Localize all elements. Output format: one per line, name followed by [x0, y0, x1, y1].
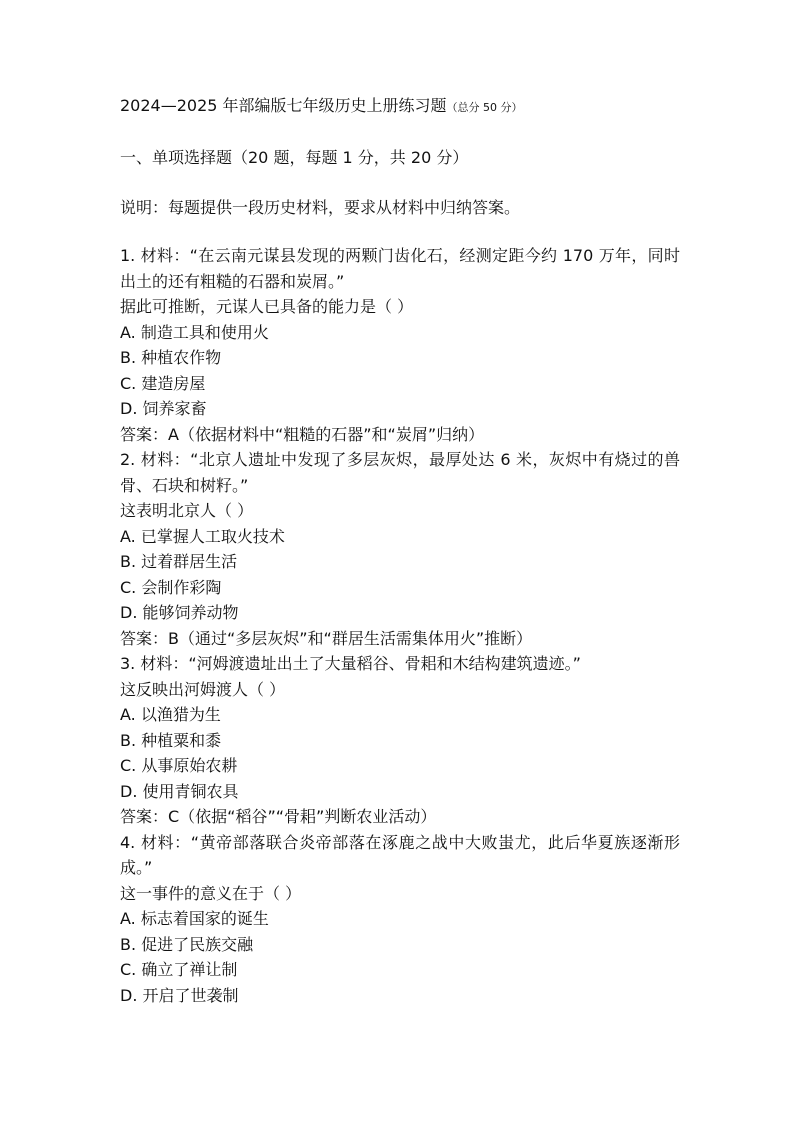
option-c: C. 建造房屋: [120, 373, 206, 393]
answer-text: 答案：A（依据材料中“粗糙的石器”和“炭屑”归纳）: [120, 424, 485, 444]
option-b: B. 种植粟和黍: [120, 730, 222, 750]
option-a: A. 已掌握人工取火技术: [120, 526, 285, 546]
option-b: B. 种植农作物: [120, 348, 222, 367]
title-text: 2024—2025 年部编版七年级历史上册练习题: [120, 96, 447, 115]
option-a: A. 标志着国家的诞生: [120, 909, 269, 928]
title-note: （总分 50 分）: [446, 101, 523, 114]
question-prompt: 据此可推断，元谋人已具备的能力是（ ）: [120, 297, 414, 316]
option-d: D. 开启了世袭制: [120, 985, 239, 1005]
question-material: 2. 材料：“北京人遗址中发现了多层灰烬，最厚处达 6 米，灰烬中有烧过的兽骨、石块和树籽。”: [120, 450, 680, 495]
question-prompt: 这表明北京人（ ）: [120, 501, 254, 520]
question-3: [120, 651, 680, 830]
option-c: C. 确立了禅让制: [120, 960, 238, 979]
instruction-text: 说明：每题提供一段历史材料，要求从材料中归纳答案。: [120, 198, 521, 217]
answer-text: 答案：B（通过“多层灰烬”和“群居生活需集体用火”推断）: [120, 628, 533, 648]
question-material: 1. 材料：“在云南元谋县发现的两颗门齿化石，经测定距今约 170 万年，同时出土的还有粗糙的石器和炭屑。”: [120, 246, 680, 291]
option-c: C. 会制作彩陶: [120, 577, 222, 597]
option-b: B. 促进了民族交融: [120, 934, 254, 954]
question-prompt: 这一事件的意义在于（ ）: [120, 883, 302, 903]
document-title: [120, 95, 680, 119]
question-material: 3. 材料：“河姆渡遗址出土了大量稻谷、骨耜和木结构建筑遗迹。”: [120, 654, 581, 673]
question-1: [120, 243, 680, 447]
option-c: C. 从事原始农耕: [120, 756, 238, 775]
option-b: B. 过着群居生活: [120, 552, 238, 571]
section-heading: 一、单项选择题（20 题，每题 1 分，共 20 分）: [120, 148, 469, 167]
question-list: [120, 243, 680, 1008]
question-2: [120, 447, 680, 651]
answer-text: 答案：C（依据“稻谷”“骨耜”判断农业活动）: [120, 807, 437, 826]
question-prompt: 这反映出河姆渡人（ ）: [120, 679, 286, 699]
question-material: 4. 材料：“黄帝部落联合炎帝部落在涿鹿之战中大败蚩尤，此后华夏族逐渐形成。”: [120, 832, 680, 877]
option-d: D. 饲养家畜: [120, 399, 207, 418]
question-4: [120, 830, 680, 1009]
option-a: A. 制造工具和使用火: [120, 322, 269, 342]
option-a: A. 以渔猎为生: [120, 705, 221, 724]
option-d: D. 能够饲养动物: [120, 603, 239, 622]
document-content: [120, 95, 680, 1008]
option-d: D. 使用青铜农具: [120, 781, 239, 801]
